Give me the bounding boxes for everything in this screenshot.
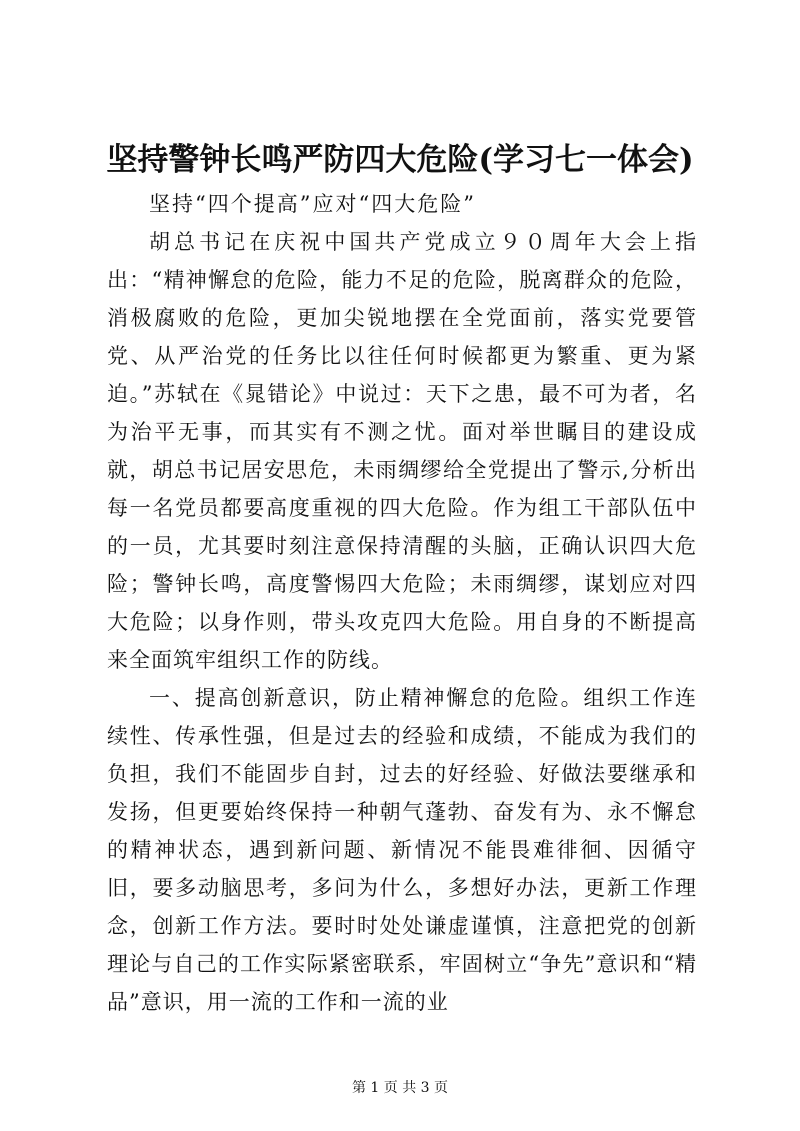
document-body (107, 185, 697, 1021)
document-subtitle: 坚持“四个提高”应对“四大危险” (149, 192, 476, 216)
document-title: 坚持警钟长鸣严防四大危险(学习七一体会) (106, 142, 694, 178)
paragraph-section-one: 一、提高创新意识，防止精神懈怠的危险。组织工作连续性、传承性强，但是过去的经验和成绩，不能成为我们的负担，我们不能固步自封，过去的好经验、好做法要继承和发扬，但更要始终保持一种朝气蓬勃、奋发有为、永不懈怠的精神状态，遇到新问题、新情况不能畏难徘徊、因循守旧，要多动脑思考，多问为什么，多想好办法，更新工作理念，创新工作方法。要时时处处谦虚谨慎，注意把党的创新理论与自己的工作实际紧密联系，牢固树立“争先”意识和“精品”意识，用一流的工作和一流的业 (107, 686, 697, 1014)
paragraph-intro: 胡总书记在庆祝中国共产党成立９０周年大会上指出：“精神懈怠的危险，能力不足的危险，脱离群众的危险，消极腐败的危险，更加尖锐地摆在全党面前，落实党要管党、从严治党的任务比以往任何时候都更为繁重、更为紧迫。”苏轼在《晁错论》中说过：天下之患，最不可为者，名为治平无事，而其实有不测之忧。面对举世瞩目的建设成就，胡总书记居安思危，未雨绸缪给全党提出了警示,分析出每一名党员都要高度重视的四大危险。作为组工干部队伍中的一员，尤其要时刻注意保持清醒的头脑，正确认识四大危险；警钟长鸣，高度警惕四大危险；未雨绸缪，谋划应对四大危险；以身作则，带头攻克四大危险。用自身的不断提高来全面筑牢组织工作的防线。 (107, 230, 697, 672)
page-number-footer: 第 1 页 共 3 页 (351, 1080, 449, 1096)
